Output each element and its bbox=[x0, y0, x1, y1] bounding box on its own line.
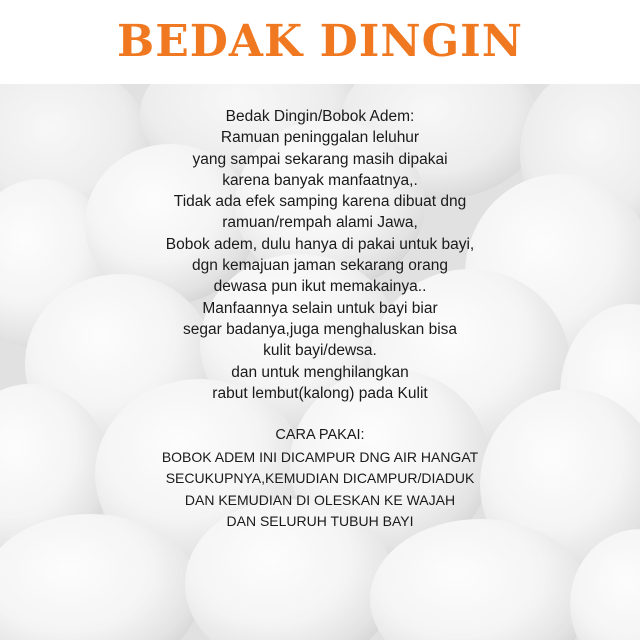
description-text bbox=[80, 106, 560, 533]
description-line: Ramuan peninggalan leluhur bbox=[220, 129, 420, 147]
usage-heading: CARA PAKAI: bbox=[275, 427, 365, 444]
description-line: Manfaannya selain untuk bayi biar bbox=[202, 299, 438, 317]
description-line: yang sampai sekarang masih dipakai bbox=[192, 150, 448, 168]
description-line: Bedak Dingin/Bobok Adem: bbox=[225, 108, 415, 125]
description-line: rabut lembut(kalong) pada Kulit bbox=[212, 384, 428, 402]
title-band bbox=[0, 0, 640, 84]
description-line: segar badanya,juga menghaluskan bisa bbox=[182, 320, 458, 338]
usage-line: BOBOK ADEM INI DICAMPUR DNG AIR HANGAT bbox=[161, 448, 479, 465]
description-line: kulit bayi/dewsa. bbox=[263, 342, 377, 360]
description-line: dan untuk menghilangkan bbox=[231, 363, 409, 381]
description-line: dgn kemajuan jaman sekarang orang bbox=[192, 257, 448, 275]
description-line: Tidak ada efek samping karena dibuat dng bbox=[173, 193, 467, 211]
description-line: ramuan/rempah alami Jawa, bbox=[222, 214, 418, 232]
description-line: Bobok adem, dulu hanya di pakai untuk bayi, bbox=[165, 235, 475, 253]
page-title: BEDAK DINGIN bbox=[117, 16, 523, 67]
description-line: karena banyak manfaatnya,. bbox=[222, 171, 418, 189]
description-paragraph bbox=[80, 106, 560, 404]
description-line: dewasa pun ikut memakainya.. bbox=[213, 278, 427, 296]
usage-line: SECUKUPNYA,KEMUDIAN DICAMPUR/DIADUK bbox=[165, 470, 475, 487]
usage-line: DAN SELURUH TUBUH BAYI bbox=[226, 513, 414, 530]
usage-line: DAN KEMUDIAN DI OLESKAN KE WAJAH bbox=[184, 491, 456, 508]
usage-instructions bbox=[80, 447, 560, 533]
